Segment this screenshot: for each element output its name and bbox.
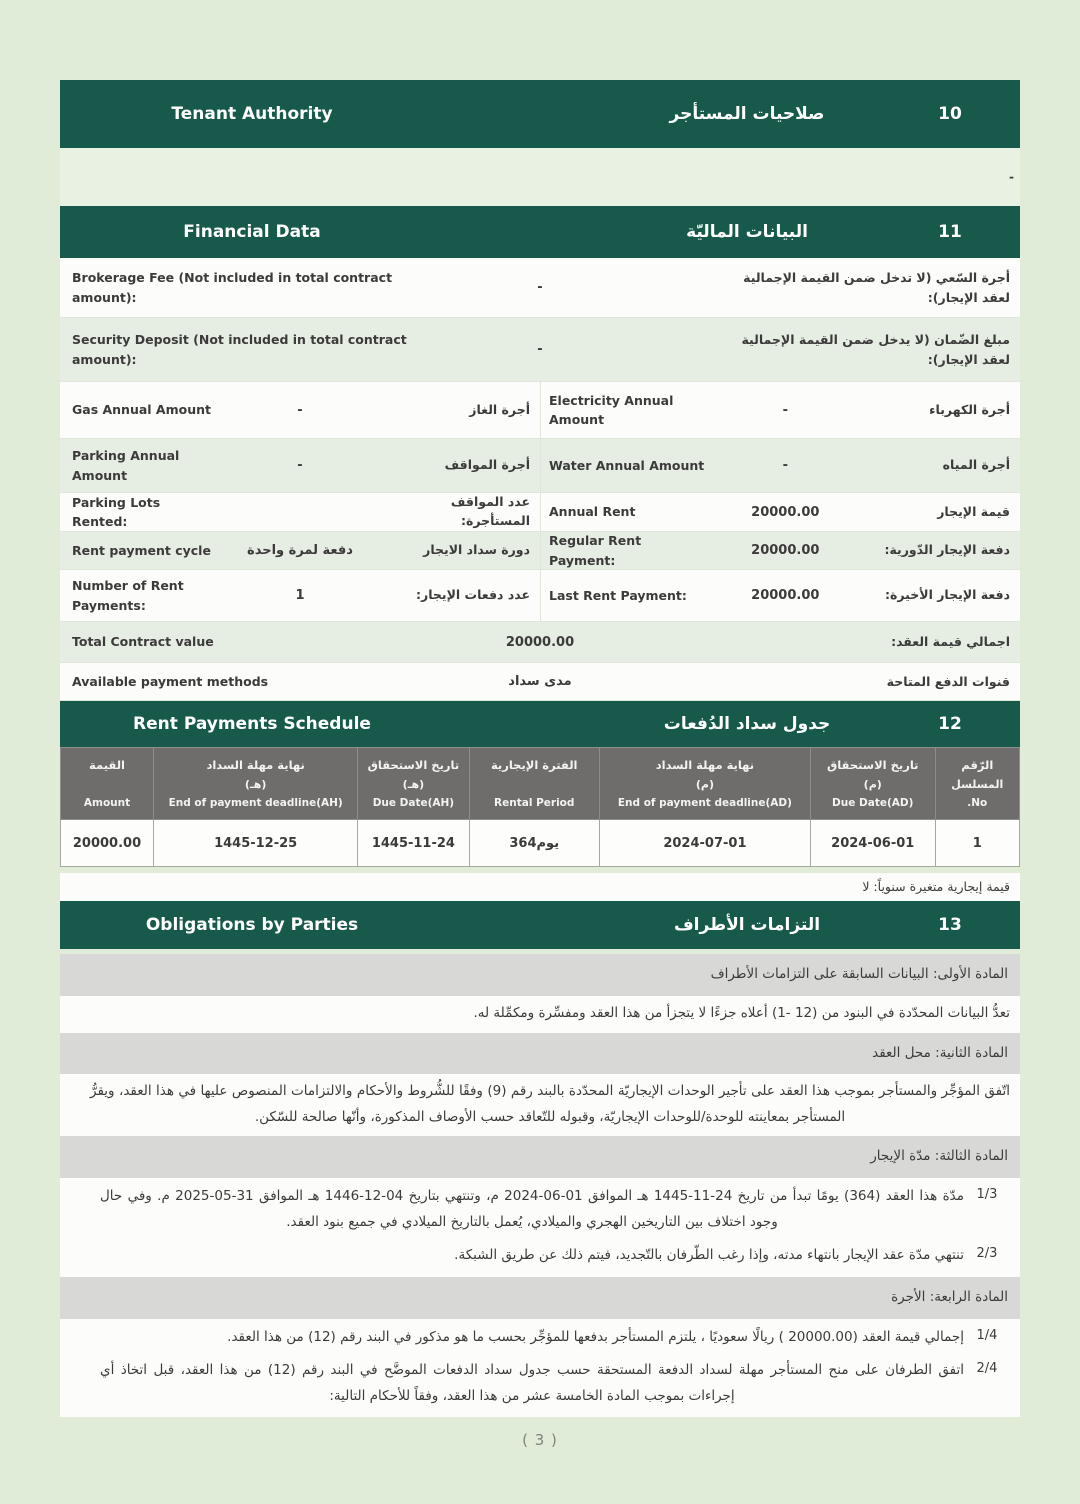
cell-serial-number: 1 [935,820,1019,867]
brokerage-fee-label-ar: أجرة السّعي (لا تدخل ضمن القيمة الإجمالية لعقد الإيجار): [743,269,1010,305]
clause-2-4 [100,1358,1010,1409]
table-row [61,820,1020,867]
col-rental-period-en: Rental Period [494,796,575,809]
cell-end-deadline-ad: 2024-07-01 [599,820,810,867]
electricity-amount-field [540,382,1020,438]
col-rental-period [469,748,599,820]
tenant-authority-title-ar: صلاحيات المستأجر [669,104,825,124]
cell-due-date-ah: 1445-11-24 [358,820,469,867]
clause-article-1: تعدُّ البيانات المحدّدة في البنود من ‪(1- 12)‬ أعلاه جزءًا لا يتجزأ من هذا العقد ومفسِّرة ومكمِّلة له. [473,1004,1010,1021]
col-serial-number-sub: المسلسل [951,777,1004,791]
article-2-title: المادة الثانية: محل العقد [60,1033,1020,1075]
col-due-date-ah [358,748,469,820]
annual-rent-label-en: Annual Rent [549,504,636,520]
financial-row-brokerage-fee [60,258,1020,318]
parking-lots-label-ar: عدد المواقف المستأجرة: [450,494,530,528]
water-amount-field [540,439,1020,492]
col-end-deadline-ah-ar: نهاية مهلة السداد [206,758,305,772]
regular-payment-label-en: Regular Rent Payment: [549,533,642,568]
col-rental-period-ar: الفترة الإيجارية [490,758,578,772]
col-amount-ar: القيمة [89,758,125,772]
variable-rent-note: قيمة إيجارية متغيرة سنوياً: لا [60,873,1020,901]
col-serial-number-en: .No [967,796,988,809]
brokerage-fee-value: - [537,280,543,295]
schedule-title-ar: جدول سداد الدُفعات [663,714,831,734]
clause-2-4-text: اتفق الطرفان على منح المستأجر مهلة لسداد الدفعة المستحقة حسب جدول سداد الدفعات الموضَّح في البند رقم (12) من هذا العقد، قبل اتخاذ أي إجراءات بموجب المادة الخامسة عشر من هذا العقد، وفقاً للأحكام التالية: [100,1362,964,1404]
regular-payment-value: 20000.00 [751,543,820,558]
number-of-payments-label-en: Number of Rent Payments: [72,578,184,613]
tenant-authority-section-number: 10 [938,104,962,124]
clause-1-3-text: مدّة هذا العقد (364) يومًا تبدأ من تاريخ 24-11-1445 هـ الموافق 01-06-2024 م، وتنتهي بتاريخ 04-12-1446 هـ الموافق 31-05-2025 م. وفي حال وجود اختلاف بين التاريخين الهجري والميلادي، يُعمل بالتاريخ الميلادي في جميع بنود العقد. [100,1188,965,1230]
financial-row-security-deposit [60,318,1020,382]
col-end-deadline-ah-sub: (هـ) [244,777,267,791]
article-2-body [60,1074,1020,1136]
financial-section-number: 11 [938,222,962,242]
water-value: - [782,458,788,473]
col-amount [61,748,154,820]
parking-lots-label-en: Parking Lots Rented: [72,494,161,529]
obligations-section-number: 13 [938,915,962,936]
financial-title-en: Financial Data [183,222,321,242]
clause-article-2: اتّفق المؤجِّر والمستأجر بموجب هذا العقد على تأجير الوحدات الإيجاريّة المحدّدة بالبند رقم (9) وفقًا للشُّروط والأحكام والالتزامات المنصوص عليها في هذا العقد، ويقرُّ المستأجر بمعاينته للوحدة/للوحدات الإيجاريّة، وقبوله للتّعاقد حسب الأوصاف المذكورة، وأنّها صالحة للسّكن. [90,1083,1010,1125]
number-of-payments-label-ar: عدد دفعات الإيجار: [416,587,530,603]
obligations-title-ar: التزامات الأطراف [673,915,821,936]
annual-rent-field [540,493,1020,531]
annual-rent-value: 20000.00 [751,504,820,520]
cell-due-date-ad: 2024-06-01 [810,820,935,867]
number-of-payments-field [60,570,540,621]
cell-amount: 20000.00 [61,820,154,867]
col-end-deadline-ah-en: End of payment deadline(AH) [168,796,343,809]
last-payment-label-en: Last Rent Payment: [549,587,687,603]
col-amount-en: Amount [83,796,131,809]
payment-methods-label-ar: قنوات الدفع المتاحة [886,673,1010,689]
regular-payment-label-ar: دفعة الإيجار الدّورية: [884,542,1010,558]
water-label-en: Water Annual Amount [549,457,705,473]
tenant-authority-content [60,148,1020,206]
last-payment-field [540,570,1020,621]
security-deposit-label-en: Security Deposit (Not included in total contract amount): [72,331,407,367]
clause-2-4-number: 2/4 [976,1361,998,1377]
col-serial-number-ar: الرّقم [961,758,994,772]
financial-title-ar: البيانات الماليّة [686,222,808,242]
electricity-value: - [782,402,788,418]
section-header-tenant-authority [60,80,1020,148]
financial-row-total-contract [60,622,1020,663]
gas-label-ar: أجرة الغاز [469,401,530,417]
obligations-title-en: Obligations by Parties [145,915,359,936]
col-due-date-ad [810,748,935,820]
col-end-deadline-ad-sub: (م) [695,777,714,791]
electricity-label-ar: أجرة الكهرباء [929,401,1010,417]
rent-cycle-value: دفعة لمرة واحدة [247,543,353,558]
schedule-title-en: Rent Payments Schedule [133,714,371,734]
rent-cycle-label-en: Rent payment cycle [72,542,211,558]
gas-label-en: Gas Annual Amount [72,402,211,418]
clause-2-3-number: 2/3 [976,1246,998,1262]
clause-1-4-text: إجمالي قيمة العقد (20000.00 ) ريالًا سعوديًا ، يلتزم المستأجر بدفعها للمؤجِّر بحسب ما هو مذكور في البند رقم (12) من هذا العقد. [227,1328,964,1345]
article-4-body [60,1319,1020,1418]
clause-2-3-text: تنتهي مدّة عقد الإيجار بانتهاء مدته، وإذا رغب الطّرفان بالتّجديد، فيتم ذلك عن طريق الشبكة. [454,1247,964,1264]
article-4-title: المادة الرابعة: الأجرة [60,1277,1020,1319]
clause-1-4 [100,1325,1010,1351]
parking-lots-field [60,493,540,531]
section-header-financial-data [60,206,1020,258]
number-of-payments-value: 1 [295,588,305,603]
col-due-date-ad-ar: تاريخ الاستحقاق [826,758,919,772]
table-header-row [61,748,1020,820]
financial-row-numberpayments-lastpayment [60,570,1020,622]
electricity-label-en: Electricity Annual Amount [549,392,674,427]
last-payment-value: 20000.00 [751,588,820,603]
col-end-deadline-ad-en: End of payment deadline(AD) [617,796,792,809]
rent-payments-table [60,747,1020,867]
financial-row-parkinglots-annualrent [60,493,1020,532]
financial-row-payment-methods [60,663,1020,701]
article-1-title: المادة الأولى: البيانات السابقة على التزامات الأطراف [60,954,1020,996]
tenant-authority-title-en: Tenant Authority [171,104,333,124]
section-header-obligations [60,901,1020,949]
col-end-deadline-ah [154,748,358,820]
col-amount-sub [63,776,151,795]
page-number: ( 3 ) [522,1431,558,1450]
col-due-date-ah-sub: (هـ) [402,777,425,791]
total-contract-label-en: Total Contract value [72,634,214,649]
water-label-ar: أجرة المياه [942,457,1010,473]
parking-label-en: Parking Annual Amount [72,448,180,483]
regular-payment-field [540,532,1020,569]
cell-rental-period: 364يوم [469,820,599,867]
clause-2-3 [100,1243,1010,1269]
article-3-body [60,1178,1020,1277]
clause-1-3-number: 1/3 [976,1187,998,1203]
annual-rent-label-ar: قيمة الإيجار [937,503,1010,519]
total-contract-value: 20000.00 [505,634,575,650]
financial-row-parking-water [60,439,1020,493]
tenant-authority-empty-value: - [1009,170,1014,184]
clause-1-3 [100,1184,1010,1235]
security-deposit-label-ar: مبلغ الضّمان (لا يدخل ضمن القيمة الإجمالية لعقد الإيجار): [741,331,1010,367]
brokerage-fee-label-en: Brokerage Fee (Not included in total contract amount): [72,269,393,305]
parking-amount-field [60,439,540,492]
payment-methods-label-en: Available payment methods [72,673,269,689]
col-due-date-ah-ar: تاريخ الاستحقاق [367,758,460,772]
payment-methods-value: مدى سداد [508,674,572,689]
gas-value: - [297,402,303,418]
security-deposit-value: - [537,342,543,357]
parking-value: - [297,458,303,473]
rent-cycle-label-ar: دورة سداد الايجار [423,542,530,558]
section-header-rent-schedule [60,701,1020,747]
col-end-deadline-ad-ar: نهاية مهلة السداد [655,758,755,772]
schedule-section-number: 12 [938,714,962,734]
financial-row-cycle-regularpayment [60,532,1020,570]
col-serial-number [935,748,1019,820]
clause-1-4-number: 1/4 [976,1327,998,1343]
article-1-body [60,996,1020,1033]
financial-row-gas-electricity [60,382,1020,439]
col-due-date-ad-en: Due Date(AD) [832,796,914,809]
gas-amount-field [60,382,540,438]
last-payment-label-ar: دفعة الإيجار الأخيرة: [885,587,1010,603]
col-end-deadline-ad [599,748,810,820]
total-contract-label-ar: اجمالي قيمة العقد: [891,634,1010,649]
cell-end-deadline-ah: 1445-12-25 [154,820,358,867]
rent-cycle-field [60,532,540,569]
article-3-title: المادة الثالثة: مدّة الإيجار [60,1136,1020,1178]
col-rental-period-sub [472,776,597,795]
col-due-date-ad-sub: (م) [863,777,882,791]
parking-label-ar: أجرة المواقف [444,457,530,473]
col-due-date-ah-en: Due Date(AH) [372,796,455,809]
